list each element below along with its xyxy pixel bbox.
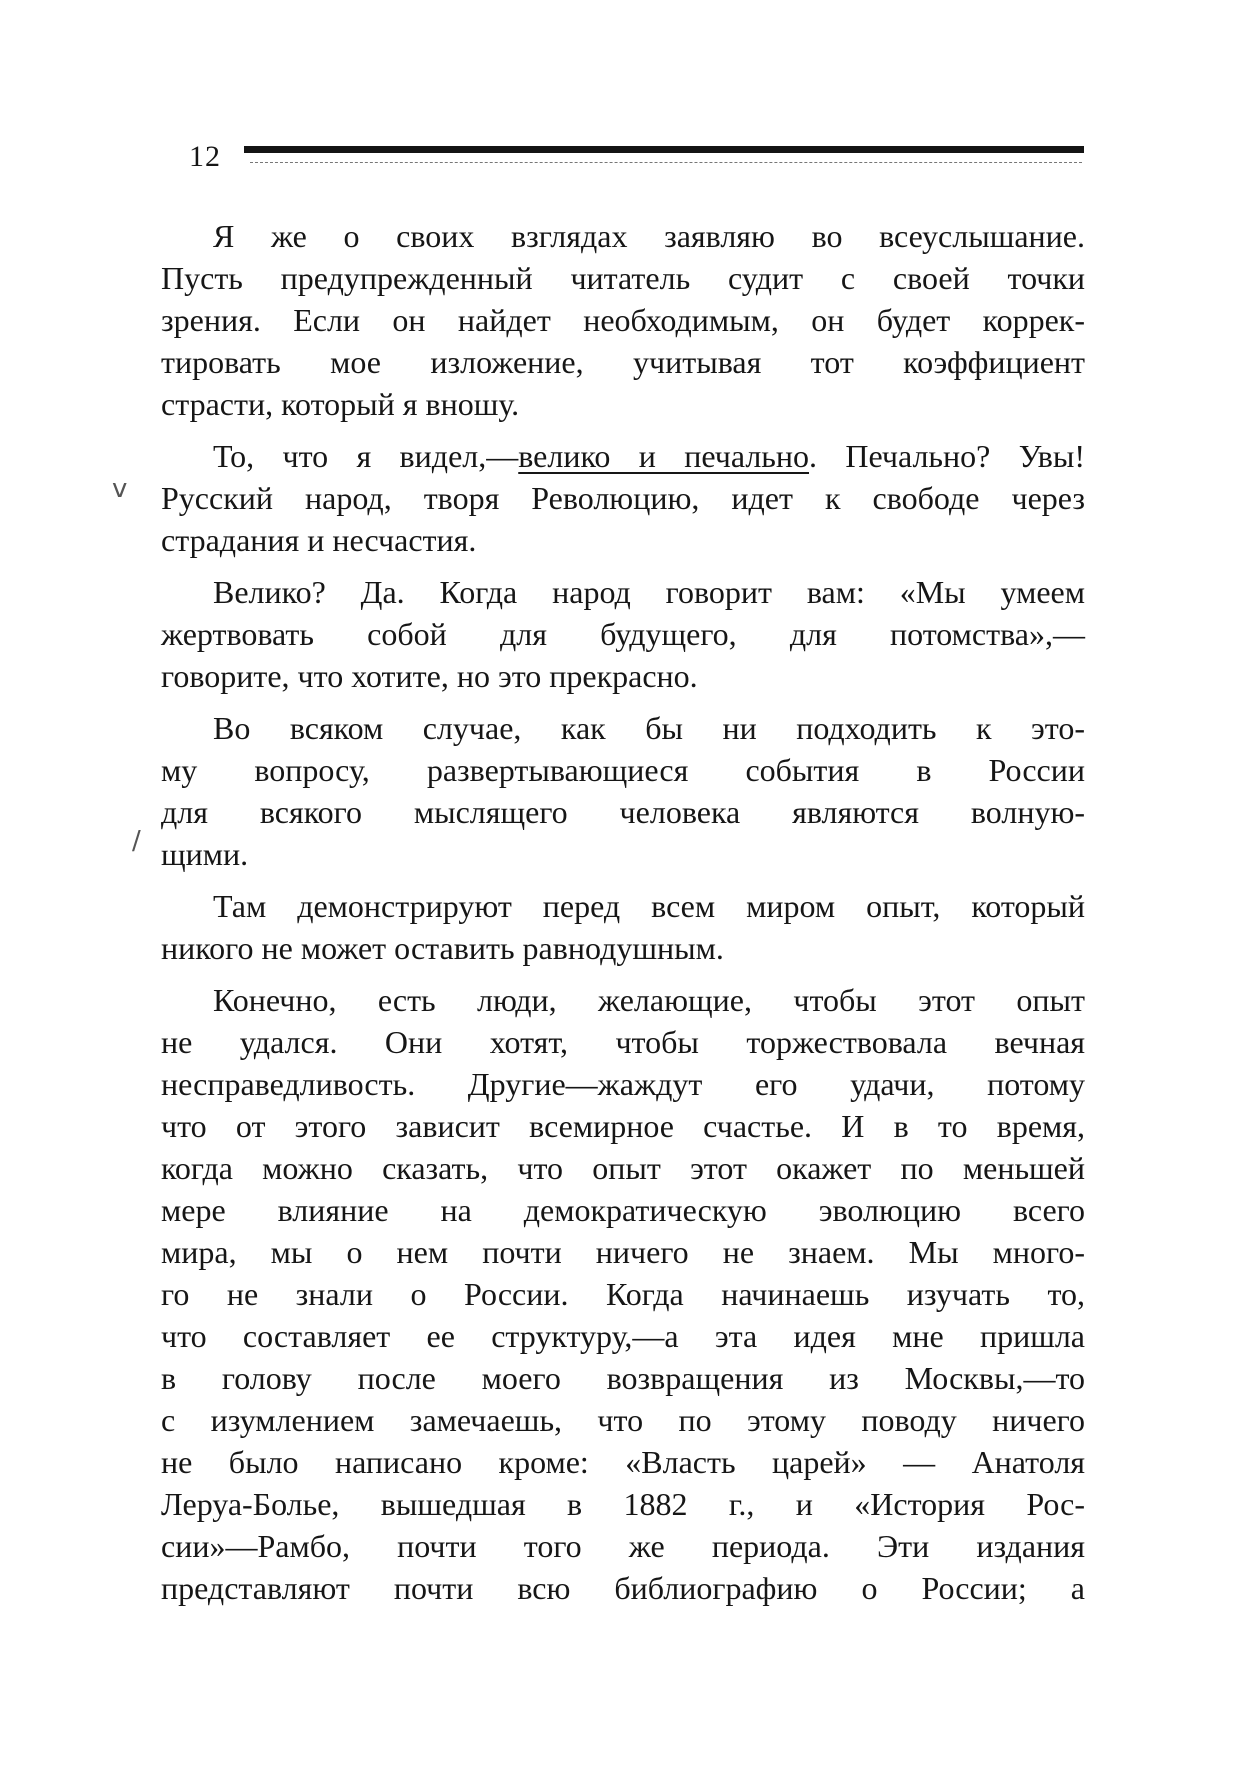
- text-line-underlined: [161, 435, 1085, 477]
- body-text: [161, 215, 1085, 1609]
- text-line: Конечно, есть люди, желающие, чтобы этот опыт: [213, 982, 1085, 1018]
- text-line: Там демонстрируют перед всем миром опыт, который: [213, 888, 1085, 924]
- text-line: что составляет ее структуру,—а эта идея мне пришла: [161, 1318, 1085, 1354]
- text-line: никого не может оставить равнодушным.: [161, 930, 724, 966]
- text-line: мира, мы о нем почти ничего не знаем. Мы много-: [161, 1234, 1085, 1270]
- paragraph: [161, 215, 1085, 425]
- paragraph: [161, 979, 1085, 1609]
- paragraph: [161, 571, 1085, 697]
- text-line: для всякого мыслящего человека являются волную-: [161, 794, 1085, 830]
- text-line: Велико? Да. Когда народ говорит вам: «Мы умеем: [213, 574, 1085, 610]
- text-line: не было написано кроме: «Власть царей» — Анатоля: [161, 1444, 1085, 1480]
- text-line: мере влияние на демократическую эволюцию всего: [161, 1192, 1085, 1228]
- text-line: говорите, что хотите, но это прекрасно.: [161, 658, 698, 694]
- text-line: щими.: [161, 836, 249, 872]
- text-line: что от этого зависит всемирное счастье. И в то время,: [161, 1108, 1085, 1144]
- text-fragment: . Печально? Увы!: [809, 438, 1086, 474]
- text-line: жертвовать собой для будущего, для потомства»,—: [161, 616, 1085, 652]
- paragraph: [161, 707, 1085, 875]
- text-line: го не знали о России. Когда начинаешь изучать то,: [161, 1276, 1085, 1312]
- underlined-phrase: велико и печально: [518, 438, 810, 474]
- text-line: несправедливость. Другие—жаждут его удачи, потому: [161, 1066, 1085, 1102]
- text-line: му вопросу, развертывающиеся события в России: [161, 752, 1085, 788]
- margin-tick-mark: /: [132, 826, 141, 856]
- text-line: в голову после моего возвращения из Москвы,—то: [161, 1360, 1085, 1396]
- text-line: представляют почти всю библиографию о России; а: [161, 1570, 1085, 1606]
- paragraph: [161, 885, 1085, 969]
- header-rule: [244, 146, 1084, 153]
- text-line: Леруа-Болье, вышедшая в 1882 г., и «История Рос-: [161, 1486, 1085, 1522]
- text-line: Во всяком случае, как бы ни подходить к это-: [213, 710, 1085, 746]
- text-line: не удался. Они хотят, чтобы торжествовала вечная: [161, 1024, 1085, 1060]
- page-number: 12: [189, 140, 221, 173]
- text-line: Я же о своих взглядах заявляю во всеуслышание.: [213, 218, 1085, 254]
- text-line: страдания и несчастия.: [161, 522, 477, 558]
- text-line: Русский народ, творя Революцию, идет к свободе через: [161, 480, 1085, 516]
- paragraph: [161, 435, 1085, 561]
- text-line: сии»—Рамбо, почти того же периода. Эти издания: [161, 1528, 1085, 1564]
- text-line: Пусть предупрежденный читатель судит с своей точки: [161, 260, 1085, 296]
- text-line: зрения. Если он найдет необходимым, он будет коррек-: [161, 302, 1085, 338]
- margin-check-mark: v: [112, 474, 128, 504]
- text-fragment: То, что я видел,—: [213, 438, 519, 474]
- text-line: страсти, который я вношу.: [161, 386, 520, 422]
- text-line: когда можно сказать, что опыт этот окажет по меньшей: [161, 1150, 1085, 1186]
- text-line: тировать мое изложение, учитывая тот коэффициент: [161, 344, 1085, 380]
- header-rule-dashed: [250, 162, 1082, 163]
- text-line: с изумлением замечаешь, что по этому поводу ничего: [161, 1402, 1085, 1438]
